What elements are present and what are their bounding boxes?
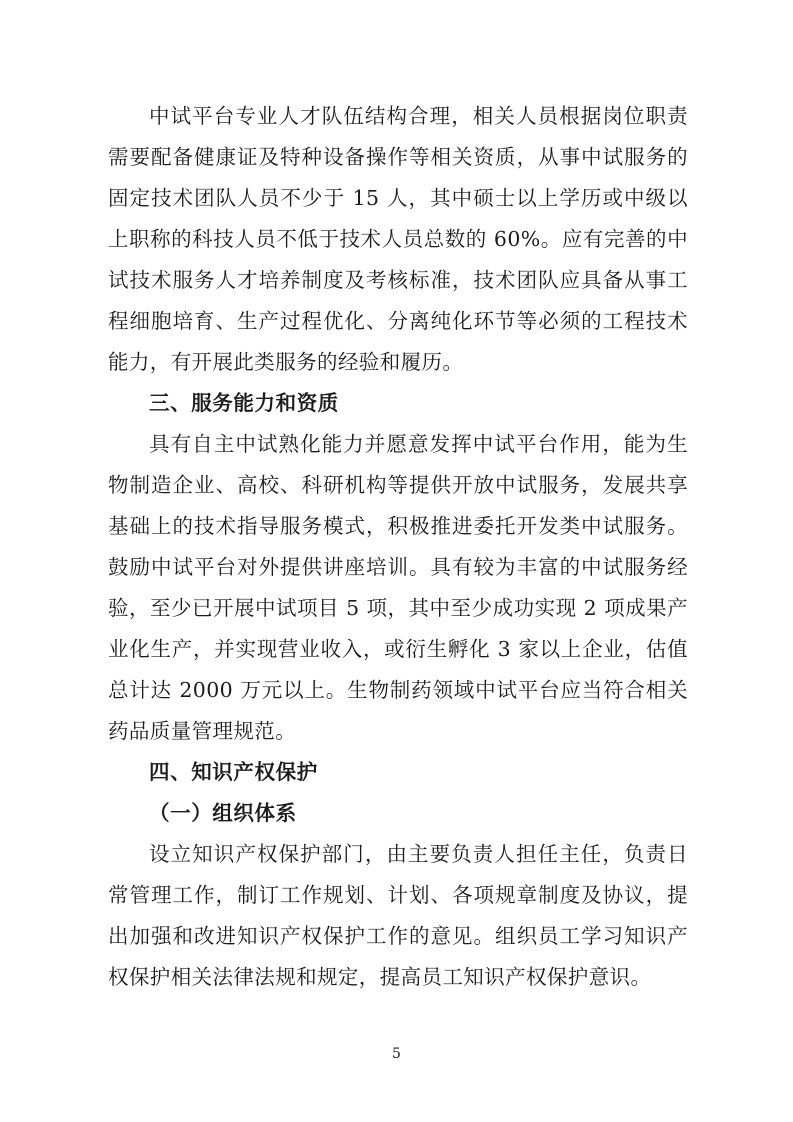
paragraph-ip-department: 设立知识产权保护部门，由主要负责人担任主任，负责日常管理工作，制订工作规划、计划、各项规章制度及协议，提出加强和改进知识产权保护工作的意见。组织员工学习知识产权保护相关法律法规和规定，提高员工知识产权保护意识。: [108, 842, 688, 989]
heading-section-four: 四、知识产权保护: [149, 760, 318, 784]
paragraph-service-capability: 具有自主中试熟化能力并愿意发挥中试平台作用，能为生物制造企业、高校、科研机构等提供开放中试服务，发展共享基础上的技术指导服务模式，积极推进委托开发类中试服务。鼓励中试平台对外提供讲座培训。具有较为丰富的中试服务经验，至少已开展中试项目 5 项，其中至少成功实现 2 项成果产业化生产，并实现营业收入，或衍生孵化 3 家以上企业，估值总计达 2000 万元以上。生物制药领域中试平台应当符合相关药品质量管理规范。: [108, 432, 688, 743]
subheading-organization-system: （一）组织体系: [149, 801, 297, 825]
document-body: [108, 96, 688, 998]
paragraph-talent-team: 中试平台专业人才队伍结构合理，相关人员根据岗位职责需要配备健康证及特种设备操作等相关资质，从事中试服务的固定技术团队人员不少于 15 人，其中硕士以上学历或中级以上职称的科技人员不低于技术人员总数的 60%。应有完善的中试技术服务人才培养制度及考核标准，技术团队应具备从事工程细胞培育、生产过程优化、分离纯化环节等必须的工程技术能力，有开展此类服务的经验和履历。: [108, 104, 688, 374]
page-number: 5: [392, 1046, 401, 1062]
heading-section-three: 三、服务能力和资质: [149, 391, 339, 415]
